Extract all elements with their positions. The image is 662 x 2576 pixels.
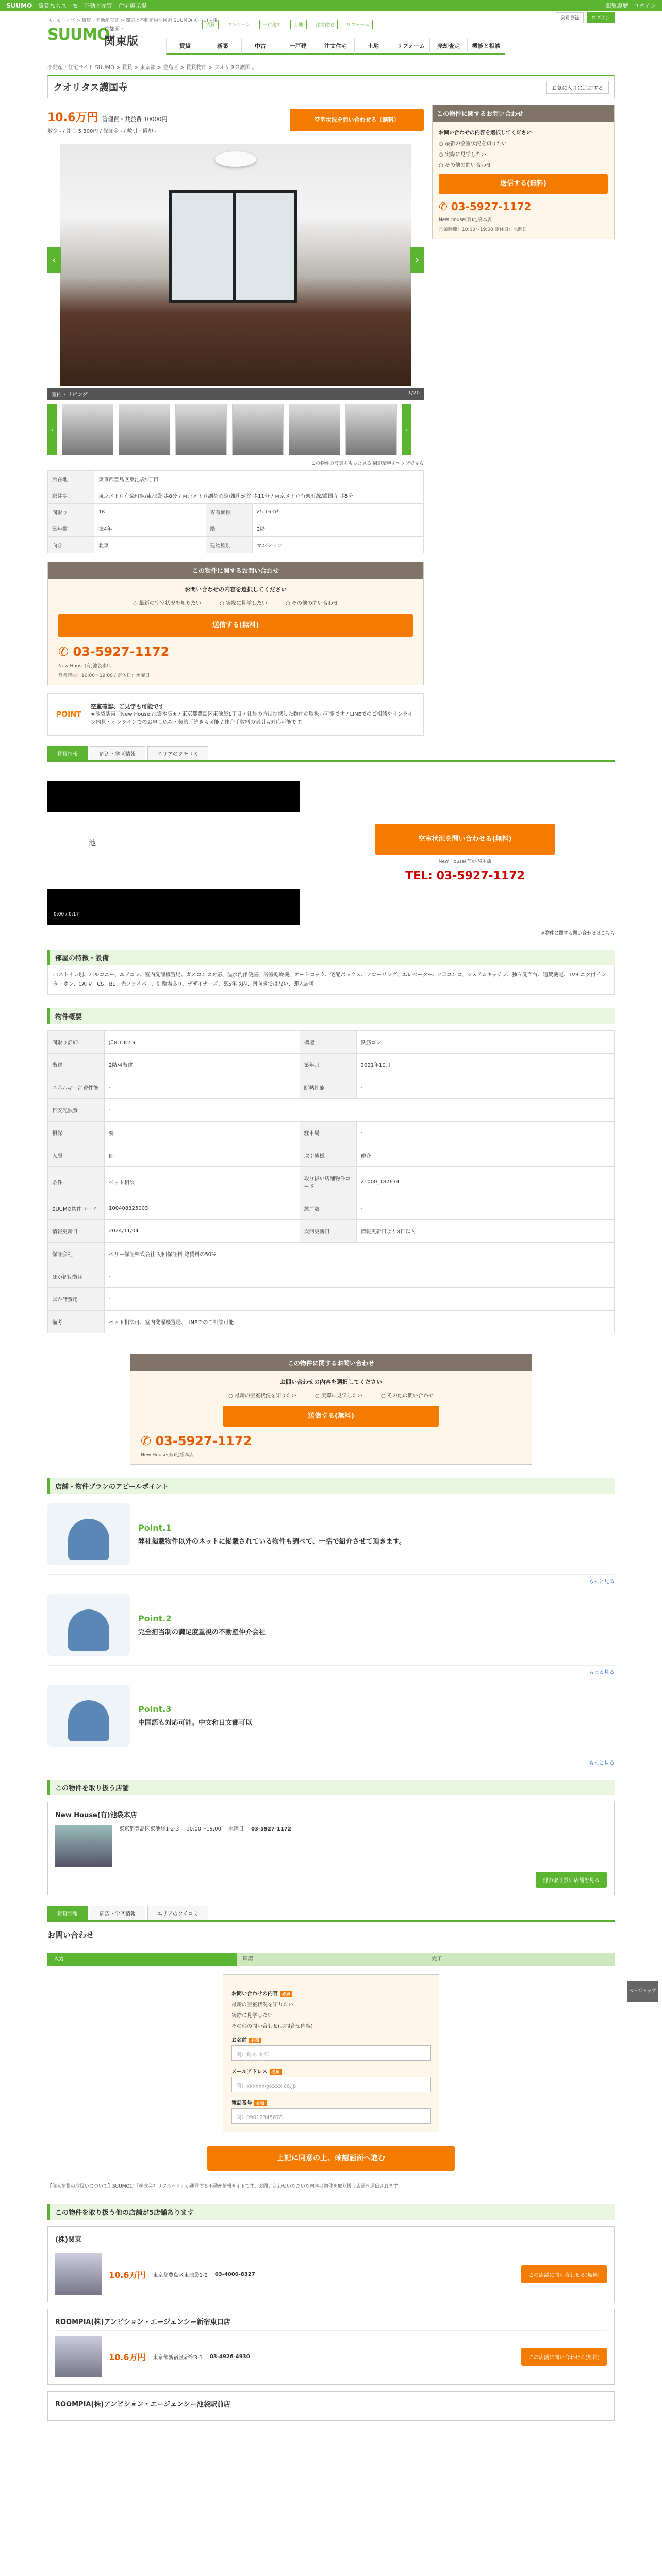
shop-box (47, 1802, 615, 1895)
shop-tel[interactable]: 03-5927-1172 (251, 1826, 291, 1832)
send-button[interactable]: 送信する(無料) (223, 1406, 439, 1427)
more-link[interactable]: もっと見る (589, 1760, 615, 1766)
name-input[interactable]: 例）鈴木 太郎 (231, 2045, 431, 2061)
step: 入力 (47, 1953, 237, 1966)
thumbnail[interactable] (62, 404, 113, 455)
more-link[interactable]: もっと見る (589, 1579, 615, 1585)
appeal-point: Point.1 弊社掲載物件以外のネットに掲載されている物件も調べて、一括で紹介させて頂きます。 (47, 1503, 615, 1575)
category-link[interactable]: 賃貸 (202, 20, 219, 29)
inquiry-question: お問い合わせの内容を選択してください (185, 586, 287, 593)
other-shop-card (47, 2309, 615, 2385)
bookmark-button[interactable]: お気に入りに追加する (546, 81, 609, 94)
login-button[interactable]: ログイン (587, 12, 615, 23)
main-photo[interactable] (52, 144, 419, 386)
nav-item[interactable]: 中古 (241, 38, 279, 55)
video-label: 池 (89, 839, 96, 848)
features-heading: 部屋の特徴・設備 (47, 950, 615, 965)
main-nav (166, 38, 505, 55)
appeal-illustration (47, 1503, 130, 1565)
page-top-button[interactable]: ページトップ (627, 1981, 658, 2002)
side-shop: New House(有)池袋本店 (439, 217, 492, 223)
side-phone[interactable]: ✆ 03-5927-1172 (439, 200, 608, 213)
thumbnail[interactable] (345, 404, 397, 455)
category-links (202, 20, 373, 29)
price: 10.6万円 (109, 2352, 146, 2362)
region-label: 首都圏・ 関東版 (104, 27, 139, 48)
radio-option[interactable]: ○ その他の問い合わせ (439, 161, 608, 168)
video-tel[interactable]: TEL: 03-5927-1172 (405, 870, 525, 883)
next-photo-button[interactable]: › (410, 247, 424, 273)
nav-item[interactable]: リフォーム (392, 38, 429, 55)
history-link[interactable]: 閲覧履歴 (605, 3, 628, 9)
radio-option[interactable]: ○ その他の問い合わせ (286, 599, 338, 606)
form-option[interactable]: その他の問い合わせ(お問合せ内容) (231, 2024, 313, 2029)
point-title: 空室確認、ご見学も可能です (90, 703, 164, 710)
address: 東京都豊島区東池袋1-2 (153, 2272, 208, 2278)
title-bar (47, 75, 615, 98)
video-note[interactable]: ※物件に関する問い合わせはこちら (541, 931, 615, 936)
thumbnail-strip (47, 404, 424, 455)
form-label: メールアドレス 必須 (231, 2067, 431, 2075)
tab-area-info[interactable]: 周辺・学区情報 (90, 746, 145, 760)
shop-address: 東京都豊島区東池袋1-2-3 (119, 1826, 179, 1832)
other-shop-name[interactable]: (株)関東 (55, 2234, 607, 2248)
radio-option[interactable]: ○ 最新の空室状況を知りたい (439, 139, 608, 147)
radio-option[interactable]: ○ 実際に見学したい (315, 1391, 362, 1399)
radio-option[interactable]: ○ 最新の空室状況を知りたい (228, 1391, 296, 1399)
radio-option[interactable]: ○ 最新の空室状況を知りたい (133, 599, 201, 606)
rent-price: 10.6万円 管理費・共益費 10000円 (47, 111, 168, 124)
tab-bar (47, 746, 615, 762)
confirm-button[interactable]: 上記に同意の上、確認画面へ進む (207, 2146, 455, 2171)
other-shops-heading: この物件を取り扱う他の店舗が5店舗あります (47, 2204, 615, 2220)
form-option[interactable]: 最新の空室状況を知りたい (231, 2002, 293, 2008)
suumo-logo[interactable]: SUUMO (47, 26, 110, 44)
point-box (47, 693, 424, 736)
category-link[interactable]: 注文住宅 (312, 20, 338, 29)
form-label: 電話番号 必須 (231, 2098, 431, 2106)
address: 東京都新宿区新宿3-1 (153, 2354, 203, 2361)
shop-holiday: 水曜日 (228, 1826, 244, 1832)
shop-photo (55, 2336, 102, 2377)
shop-name: New House(有)池袋本店 (58, 664, 111, 669)
side-hours: 営業時間：10:00～19:00 定休日：水曜日 (439, 227, 527, 232)
video-section (47, 781, 615, 925)
email-input[interactable]: 例）xxxxxx@xxxx.co.jp (231, 2077, 431, 2092)
detail-heading: 物件概要 (47, 1008, 615, 1024)
global-topbar (0, 0, 662, 11)
header-crumb: スーモトップ > 賃貸・不動産売買 > 関東の不動産物件検索 SUUMO(スーモ)関東 (47, 18, 218, 23)
thumbnail[interactable] (175, 404, 227, 455)
window-image (169, 190, 297, 303)
thumb-prev-button[interactable]: ‹ (47, 404, 57, 455)
nav-item[interactable]: 一戸建 (279, 38, 317, 55)
inquiry-box (47, 562, 424, 685)
shop-name: New House(有)池袋本店 (141, 1453, 194, 1458)
spec-table: 所在地 東京都豊島区東池袋5丁目 駅徒歩 東京メトロ有楽町線/東池袋 歩8分 / 東京メトロ副都心線/雑司が谷 歩11分 / 東京メトロ有楽町線/護国寺 歩5分 間取り 1K 専有面積 25.16m² 築年数 築4年 階 2階 向き 北東 建物種別 マンション (47, 470, 424, 553)
step: 完了 (425, 1953, 615, 1966)
phone-number[interactable]: ✆ 03-5927-1172 (141, 1434, 521, 1448)
thumbnail[interactable] (289, 404, 340, 455)
tel[interactable]: 03-4000-8327 (214, 2271, 255, 2277)
register-button[interactable]: 会員登録 (556, 12, 584, 23)
video-cta-button[interactable]: 空室状況を問い合わせる(無料) (375, 824, 555, 855)
nav-item[interactable]: 売却査定 (429, 38, 467, 55)
side-inquiry (432, 105, 615, 239)
video-controls[interactable]: 0:00 / 0:17 (54, 912, 79, 917)
form-steps (47, 1953, 615, 1966)
inquiry-box-2 (130, 1354, 532, 1465)
point-label: POINT (56, 710, 81, 719)
appeal-heading: 店舗・物件プランのアピールポイント (47, 1478, 615, 1494)
nav-item[interactable]: 新築 (204, 38, 241, 55)
prev-photo-button[interactable]: ‹ (47, 247, 61, 273)
other-shops-button[interactable]: 他の取り扱い店舗を見る (536, 1872, 607, 1888)
inquire-button[interactable]: この店舗に問い合わせる(無料) (521, 2265, 607, 2283)
inquire-vacancy-button[interactable]: 空室状況を問い合わせる（無料） (290, 109, 424, 131)
form-option[interactable]: 実際に見学したい (231, 2013, 273, 2019)
appeal-point: Point.3 中国語も対応可能。中文和日文都可以 (47, 1685, 615, 1756)
nav-item[interactable]: 土地 (354, 38, 392, 55)
price: 10.6万円 (109, 2269, 146, 2280)
privacy-notes: 【個人情報の取扱いについて】SUUMOは「株式会社リクルート」が運営する不動産情報サイトです。お問い合わせいただいた内容は物件を取り扱う店舗へ送信されます。 (47, 2184, 403, 2189)
tab-reviews[interactable]: エリアのクチコミ (147, 1906, 208, 1920)
shop-photo (55, 1825, 112, 1867)
radio-option[interactable]: ○ その他の問い合わせ (381, 1391, 434, 1399)
shop-name[interactable]: New House(有)池袋本店 (55, 1811, 137, 1819)
video-player[interactable] (47, 781, 300, 925)
topbar-link[interactable]: 不動産売買 (84, 3, 112, 9)
radio-option[interactable]: ○ 実際に見学したい (439, 150, 608, 158)
tab-rental-info[interactable]: 賃貸情報 (47, 1906, 88, 1920)
inquiry-heading: この物件に関するお問い合わせ (130, 1354, 532, 1371)
shop-hours: 営業時間：10:00～19:00 / 定休日：水曜日 (58, 673, 150, 679)
deposit-line: 敷金 - / 礼金 5,300円 / 保証金 - / 敷引・償却 - (47, 129, 157, 134)
shop-photo (55, 2253, 102, 2295)
shop-heading: この物件を取り扱う店舗 (47, 1780, 615, 1795)
form-label: お名前 必須 (231, 2036, 431, 2043)
shop-hours: 10:00～19:00 (186, 1826, 221, 1832)
thumbnail[interactable] (119, 404, 170, 455)
tel[interactable]: 03-4926-4930 (209, 2353, 250, 2360)
thumb-next-button[interactable]: › (402, 404, 411, 455)
phone-number[interactable]: ✆ 03-5927-1172 (58, 645, 413, 659)
features-text: バストイレ別、バルコニー、エアコン、室内洗濯機置場、ガスコンロ対応、温水洗浄便座、浴室乾燥機、オートロック、宅配ボックス、フローリング、エレベーター、2口コンロ、システムキッチン、独立洗面台、追焚機能、TVモニタ付インターホン、CATV、CS、BS、光ファイバー、駐輪場あり、デザイナーズ、築5年以内、南向きではない、即入居可 (47, 965, 615, 995)
detail-table: 間取り詳細 洋8.1 K2.9 構造 鉄筋コン 階建 2階/4階建 築年月 2021年10月 エネルギー消費性能 - 断熱性能 - 目安光熱費 - 損保 要 駐車場 - 入居 即 取引態様 仲介 条件 ペット相談 取り扱い店舗物件コード 21000_187674 SUUMO物件コード 100408325003 総戸数 - 情報更新日 2024/11/04 次回更新日 情報更新日より8日以内 保証会社 ベリー保証株式会社 初回保証料 総賃料の50% ほか初期費用 - ほか諸費用 - 備考 ペット相談可、室内洗濯機置場、LINEでのご相談可能 (47, 1030, 615, 1333)
point-text: ★池袋駅東口New House 池袋本店★ / 東京都豊島区東池袋1丁目 / 社員の方は提携した物件の取扱い可能です / LINEでのご相談やオンライン内見・オンラインでのお申し込み・契約手続きも可能 / 仲介手数料の割引も対応可能です。 (90, 711, 413, 725)
radio-option[interactable]: ○ 実際に見学したい (220, 599, 267, 606)
more-link[interactable]: もっと見る (589, 1670, 615, 1675)
tel-input[interactable]: 例）09012345678 (231, 2108, 431, 2124)
page-title: クオリタス護国寺 (53, 82, 127, 93)
category-link[interactable]: リフォーム (343, 20, 373, 29)
other-shop-card (47, 2226, 615, 2302)
ceiling-lamp (215, 151, 256, 167)
inquire-button[interactable]: この店舗に問い合わせる(無料) (521, 2348, 607, 2366)
side-question: お問い合わせの内容を選択してください (439, 130, 532, 136)
appeal-illustration (47, 1685, 130, 1747)
inquiry-question: お問い合わせの内容を選択してください (280, 1379, 382, 1385)
tab-area-info[interactable]: 周辺・学区情報 (90, 1906, 145, 1920)
thumbnail[interactable] (232, 404, 284, 455)
tab-rental-info[interactable]: 賃貸情報 (47, 746, 88, 760)
inquiry-form (223, 1974, 439, 2132)
send-button[interactable]: 送信する(無料) (58, 614, 413, 637)
login-link[interactable]: ログイン (633, 3, 656, 9)
other-shop-name[interactable]: ROOMPIA(株)アンビション・エージェンシー池袋駅前店 (55, 2399, 607, 2413)
video-shop: New House(有)池袋本店 (438, 859, 492, 865)
topbar-link[interactable]: 賃貸ならスーモ (38, 3, 78, 9)
nav-item[interactable]: 賃貸 (166, 38, 204, 55)
side-send-button[interactable]: 送信する(無料) (439, 174, 608, 194)
tab-reviews[interactable]: エリアのクチコミ (147, 746, 208, 760)
site-header (47, 11, 615, 58)
other-shop-name[interactable]: ROOMPIA(株)アンビション・エージェンシー新宿東口店 (55, 2316, 607, 2331)
category-link[interactable]: 土地 (290, 20, 307, 29)
inquiry-heading: この物件に関するお問い合わせ (48, 562, 423, 579)
appeal-point: Point.2 完全担当制の満足度重視の不動産仲介会社 (47, 1594, 615, 1666)
category-link[interactable]: 一戸建て (259, 20, 285, 29)
other-shop-card (47, 2391, 615, 2421)
step: 確認 (237, 1953, 426, 1966)
appeal-illustration (47, 1594, 130, 1656)
photo-links[interactable]: この物件の写真をもっと見る 周辺環境をマップで見る (311, 461, 424, 466)
photo-caption-bar: 室内・リビング 1/20 (47, 388, 424, 400)
nav-item[interactable]: 機能と相談 (467, 38, 505, 55)
brand-small[interactable]: SUUMO (6, 2, 32, 9)
breadcrumb[interactable]: 不動産・住宅サイト SUUMO > 賃貸 > 東京都 > 豊島区 > 賃貸物件 > クオリタス護国寺 (47, 65, 256, 71)
nav-item[interactable]: 注文住宅 (317, 38, 354, 55)
tab-bar-2 (47, 1906, 615, 1922)
form-label: お問い合わせの内容 必須 (231, 1989, 431, 1997)
form-title: お問い合わせ (47, 1930, 94, 1940)
side-inquiry-heading: この物件に関するお問い合わせ (433, 105, 614, 122)
category-link[interactable]: マンション (224, 20, 254, 29)
topbar-link[interactable]: 住宅展示場 (118, 3, 147, 9)
